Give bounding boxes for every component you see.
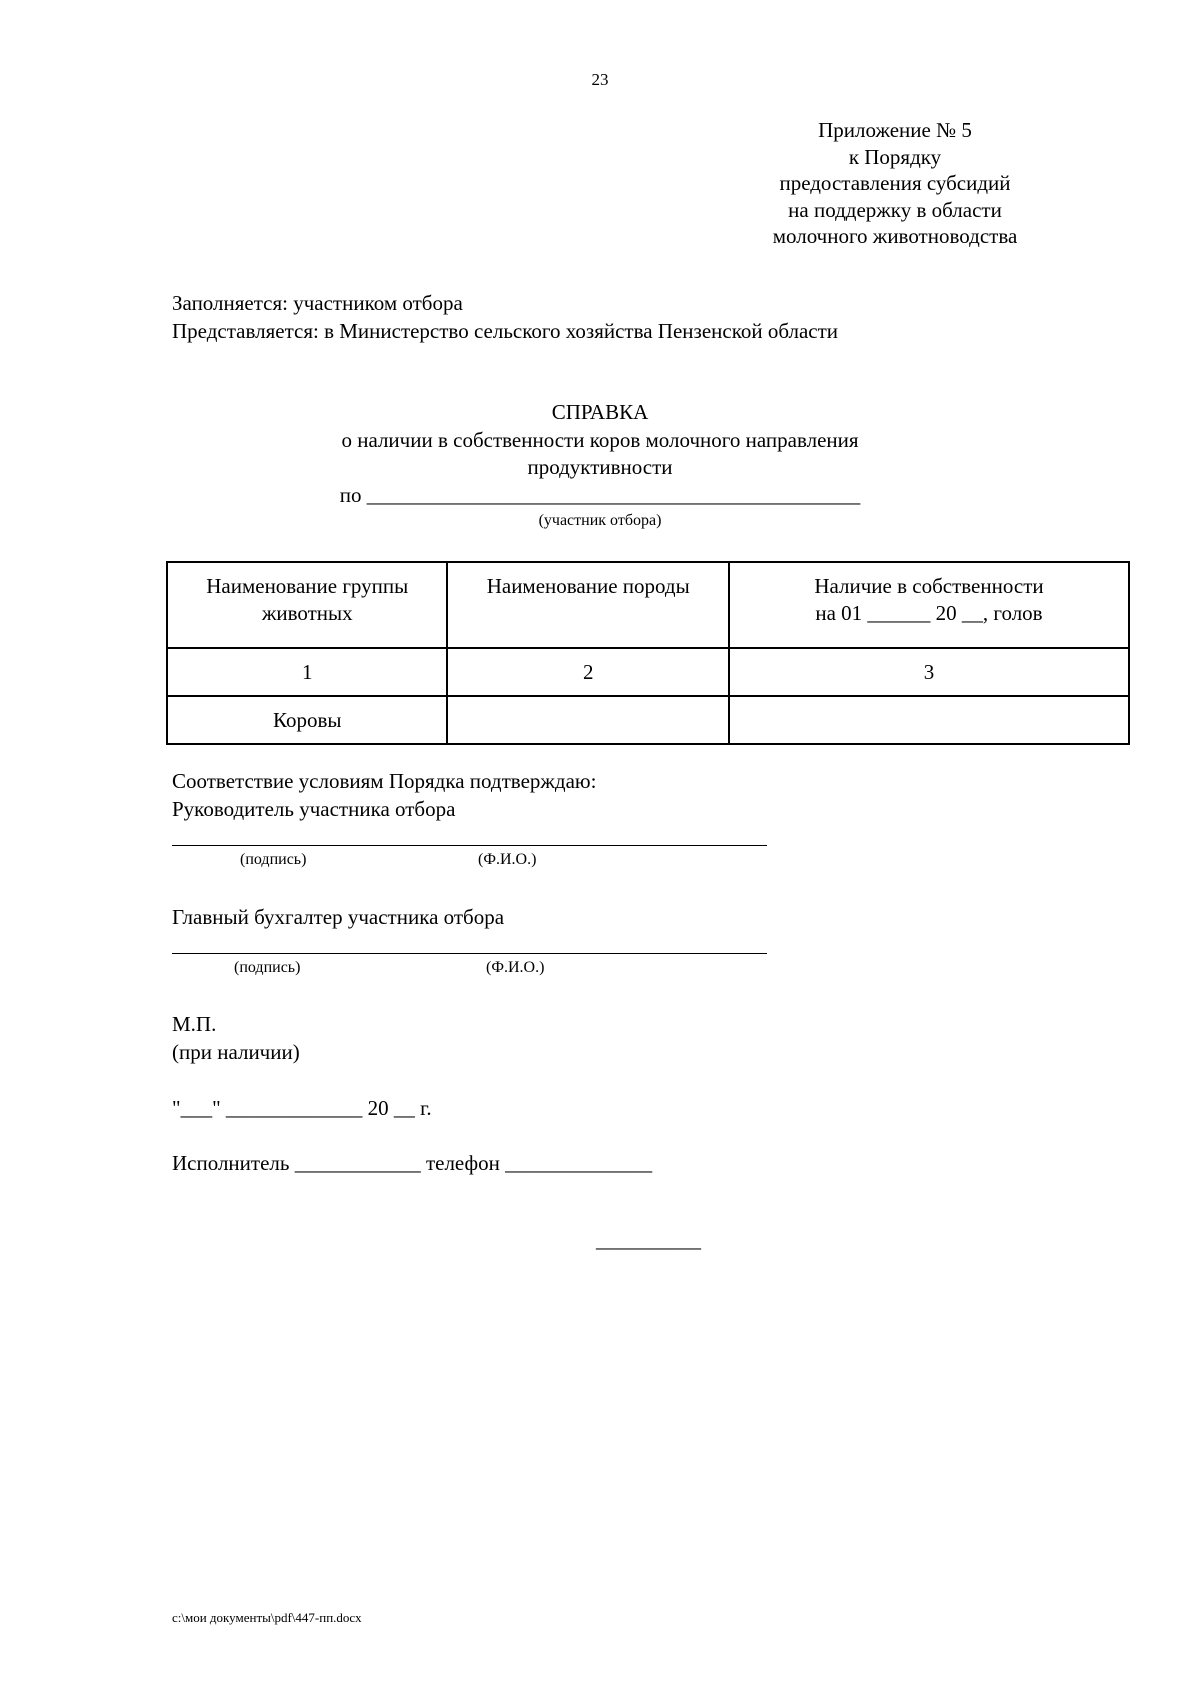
confirm-text: Соответствие условиям Порядка подтверждаю: — [172, 769, 597, 793]
participant-field: по _______________________________________________ — [339, 483, 861, 507]
table-cell: 2 — [447, 648, 728, 696]
table-cell — [729, 696, 1129, 744]
appendix-line: на поддержку в области — [788, 197, 1002, 222]
page-number: 23 — [591, 70, 609, 89]
participant-caption: (участник отбора) — [538, 512, 662, 529]
stamp-label: М.П. — [172, 1012, 217, 1036]
name-caption: (Ф.И.О.) — [486, 959, 545, 976]
signature-caption: (подпись) — [240, 851, 307, 868]
appendix-line: предоставления субсидий — [779, 171, 1011, 195]
head-of-participant-label: Руководитель участника отбора — [172, 797, 456, 821]
end-rule: __________ — [596, 1228, 701, 1252]
table-cell: Коровы — [167, 696, 447, 744]
document-heading: СПРАВКА — [551, 400, 649, 424]
signature-line — [172, 845, 767, 846]
filled-by-text: Заполняется: участником отбора — [172, 291, 463, 315]
table-header-row — [167, 562, 1129, 648]
appendix-line: к Порядку — [848, 144, 942, 169]
table-cell: 3 — [729, 648, 1129, 696]
table-row — [167, 696, 1129, 744]
executor-field: Исполнитель ____________ телефон ______________ — [172, 1151, 653, 1175]
table-cell — [447, 696, 728, 744]
livestock-table — [166, 561, 1130, 745]
stamp-note: (при наличии) — [172, 1040, 300, 1064]
submitted-to-text: Представляется: в Министерство сельского хозяйства Пензенской области — [172, 319, 839, 343]
table-header-cell: Наличие в собственности на 01 ______ 20 __, голов — [729, 562, 1129, 648]
file-path-footer: c:\мои документы\pdf\447-пп.docx — [172, 1610, 362, 1625]
signature-line — [172, 953, 767, 954]
table-header-cell: Наименование группы животных — [167, 562, 447, 648]
document-subtitle-line1: о наличии в собственности коров молочного направления — [341, 428, 859, 452]
document-subtitle-line2: продуктивности — [527, 455, 673, 479]
table-header-cell: Наименование породы — [447, 562, 728, 648]
appendix-line: Приложение № 5 — [818, 118, 972, 142]
date-field: "___" _____________ 20 __ г. — [172, 1096, 432, 1120]
table-number-row — [167, 648, 1129, 696]
signature-caption: (подпись) — [234, 959, 301, 976]
appendix-block — [730, 117, 1060, 250]
chief-accountant-label: Главный бухгалтер участника отбора — [172, 905, 505, 929]
table-cell: 1 — [167, 648, 447, 696]
appendix-line: молочного животноводства — [772, 224, 1018, 248]
name-caption: (Ф.И.О.) — [478, 851, 537, 868]
